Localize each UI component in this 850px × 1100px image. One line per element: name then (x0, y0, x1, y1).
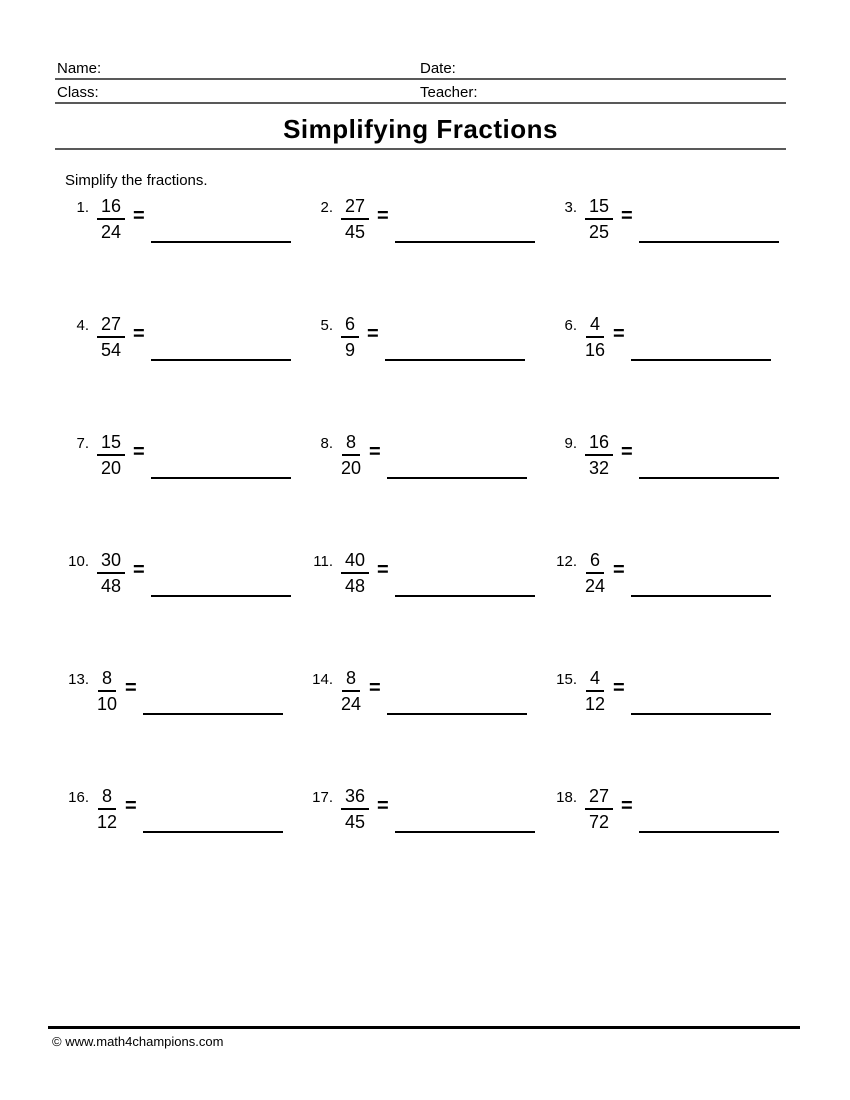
problems-grid (55, 196, 850, 904)
equals-sign: = (125, 795, 137, 817)
answer-blank (639, 786, 779, 833)
fraction-numerator: 27 (341, 196, 369, 220)
equals-sign: = (133, 559, 145, 581)
fraction-denominator: 24 (341, 694, 362, 714)
answer-blank (387, 432, 527, 479)
fraction-denominator: 20 (341, 458, 362, 478)
fraction (585, 550, 605, 596)
answer-blank (143, 668, 283, 715)
title-block (55, 114, 786, 150)
fraction-numerator: 27 (585, 786, 613, 810)
problem-15 (543, 668, 787, 786)
problem-8 (299, 432, 543, 550)
fraction-numerator: 30 (97, 550, 125, 574)
equals-sign: = (613, 323, 625, 345)
problem-16 (55, 786, 299, 904)
equals-sign: = (369, 441, 381, 463)
problem-number: 14. (312, 671, 333, 688)
problem-number: 18. (556, 789, 577, 806)
fraction (585, 314, 605, 360)
problem-number: 12. (556, 553, 577, 570)
equals-sign: = (377, 205, 389, 227)
equals-sign: = (133, 205, 145, 227)
answer-blank (385, 314, 525, 361)
problem-18 (543, 786, 787, 904)
equals-sign: = (367, 323, 379, 345)
problem-17 (299, 786, 543, 904)
fraction-denominator: 45 (345, 812, 366, 832)
problem-11 (299, 550, 543, 668)
equals-sign: = (621, 441, 633, 463)
fraction-numerator: 6 (586, 550, 604, 574)
problem-4 (55, 314, 299, 432)
answer-blank (631, 668, 771, 715)
problem-number: 3. (564, 199, 577, 216)
teacher-label: Teacher: (420, 84, 478, 101)
answer-blank (395, 196, 535, 243)
answer-blank (387, 668, 527, 715)
fraction-denominator: 24 (585, 576, 606, 596)
class-teacher-line (55, 84, 786, 104)
fraction-denominator: 25 (589, 222, 610, 242)
problem-number: 10. (68, 553, 89, 570)
problem-12 (543, 550, 787, 668)
answer-blank (143, 786, 283, 833)
fraction-denominator: 16 (585, 340, 606, 360)
fraction-numerator: 16 (585, 432, 613, 456)
footer-divider (48, 1026, 800, 1029)
problem-number: 13. (68, 671, 89, 688)
fraction-numerator: 8 (342, 668, 360, 692)
fraction-denominator: 45 (345, 222, 366, 242)
answer-blank (395, 550, 535, 597)
answer-blank (151, 432, 291, 479)
fraction (341, 432, 361, 478)
fraction-numerator: 4 (586, 314, 604, 338)
fraction-numerator: 40 (341, 550, 369, 574)
problem-number: 2. (320, 199, 333, 216)
fraction-denominator: 48 (101, 576, 122, 596)
fraction-denominator: 24 (101, 222, 122, 242)
answer-blank (639, 432, 779, 479)
fraction-denominator: 54 (101, 340, 122, 360)
fraction-denominator: 20 (101, 458, 122, 478)
problem-9 (543, 432, 787, 550)
equals-sign: = (621, 205, 633, 227)
fraction-numerator: 4 (586, 668, 604, 692)
fraction-denominator: 12 (97, 812, 118, 832)
fraction-numerator: 8 (98, 668, 116, 692)
problem-number: 1. (76, 199, 89, 216)
problem-10 (55, 550, 299, 668)
name-date-line (55, 60, 786, 80)
fraction-numerator: 15 (585, 196, 613, 220)
fraction (341, 786, 369, 832)
problem-number: 11. (313, 553, 333, 570)
problem-number: 8. (320, 435, 333, 452)
fraction (97, 668, 117, 714)
equals-sign: = (125, 677, 137, 699)
fraction (585, 432, 613, 478)
fraction-numerator: 16 (97, 196, 125, 220)
problem-number: 4. (76, 317, 89, 334)
fraction-numerator: 8 (342, 432, 360, 456)
problem-number: 6. (564, 317, 577, 334)
problem-6 (543, 314, 787, 432)
copyright-text: © www.math4champions.com (52, 1034, 224, 1049)
fraction-denominator: 12 (585, 694, 606, 714)
answer-blank (631, 314, 771, 361)
fraction (341, 668, 361, 714)
problem-5 (299, 314, 543, 432)
page-title: Simplifying Fractions (283, 114, 558, 144)
problem-number: 5. (320, 317, 333, 334)
fraction (341, 196, 369, 242)
problem-number: 9. (564, 435, 577, 452)
answer-blank (151, 314, 291, 361)
fraction (97, 196, 125, 242)
answer-blank (151, 196, 291, 243)
equals-sign: = (133, 323, 145, 345)
fraction (97, 550, 125, 596)
fraction-numerator: 8 (98, 786, 116, 810)
fraction (341, 314, 359, 360)
equals-sign: = (377, 559, 389, 581)
equals-sign: = (613, 559, 625, 581)
fraction (585, 196, 613, 242)
name-label: Name: (57, 60, 102, 77)
equals-sign: = (621, 795, 633, 817)
problem-13 (55, 668, 299, 786)
problem-number: 7. (76, 435, 89, 452)
problem-2 (299, 196, 543, 314)
fraction-denominator: 72 (589, 812, 610, 832)
fraction-denominator: 32 (589, 458, 610, 478)
fraction-numerator: 27 (97, 314, 125, 338)
problem-number: 16. (68, 789, 89, 806)
problem-1 (55, 196, 299, 314)
equals-sign: = (133, 441, 145, 463)
problem-number: 15. (556, 671, 577, 688)
fraction (585, 786, 613, 832)
problem-3 (543, 196, 787, 314)
date-label: Date: (420, 60, 456, 77)
fraction (97, 786, 117, 832)
answer-blank (395, 786, 535, 833)
fraction (341, 550, 369, 596)
fraction-denominator: 48 (345, 576, 366, 596)
equals-sign: = (613, 677, 625, 699)
fraction (585, 668, 605, 714)
fraction-denominator: 9 (345, 340, 356, 360)
problem-7 (55, 432, 299, 550)
problem-14 (299, 668, 543, 786)
fraction (97, 314, 125, 360)
answer-blank (151, 550, 291, 597)
fraction (97, 432, 125, 478)
fraction-numerator: 6 (341, 314, 359, 338)
fraction-numerator: 36 (341, 786, 369, 810)
answer-blank (631, 550, 771, 597)
equals-sign: = (377, 795, 389, 817)
problem-number: 17. (312, 789, 333, 806)
instructions-text: Simplify the fractions. (65, 172, 208, 189)
fraction-numerator: 15 (97, 432, 125, 456)
class-label: Class: (57, 84, 99, 101)
fraction-denominator: 10 (97, 694, 118, 714)
equals-sign: = (369, 677, 381, 699)
answer-blank (639, 196, 779, 243)
